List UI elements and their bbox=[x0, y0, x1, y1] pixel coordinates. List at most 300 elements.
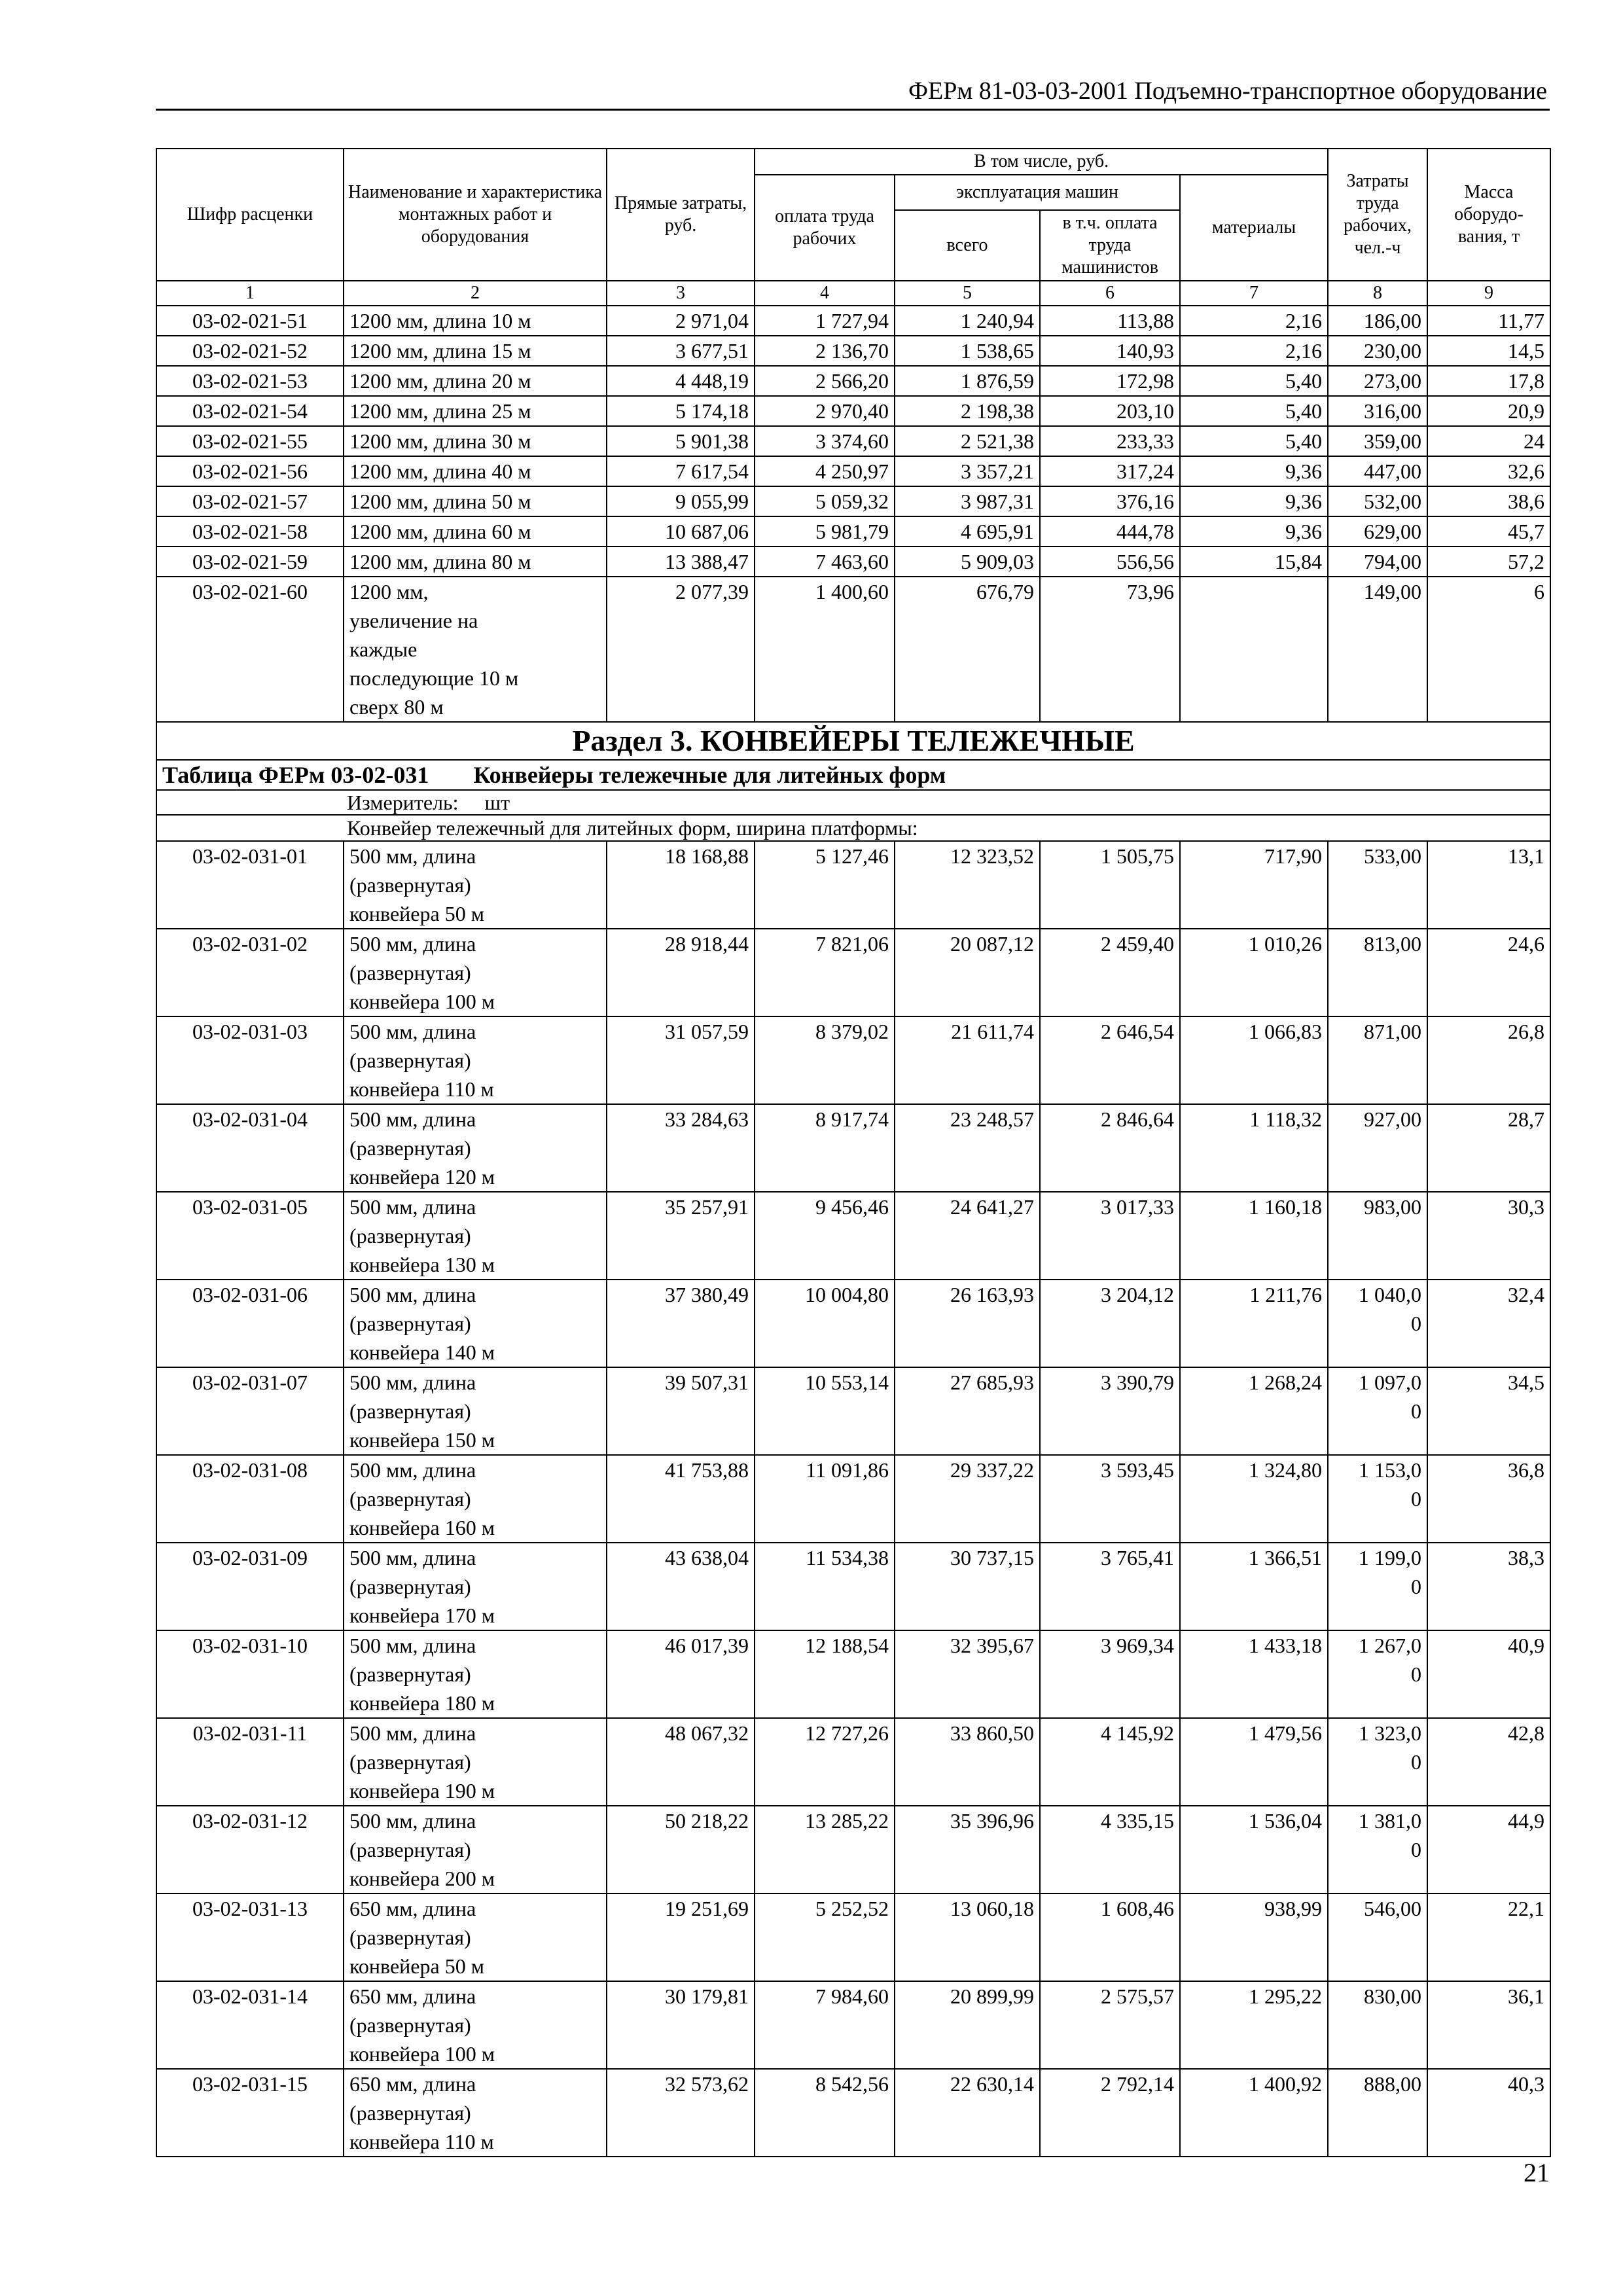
cell-direct: 50 218,22 bbox=[607, 1806, 755, 1893]
cell-name bbox=[344, 1630, 607, 1718]
cell-code: 03-02-021-57 bbox=[156, 486, 344, 516]
cell-name-line: конвейера 170 м bbox=[349, 1604, 495, 1627]
cell-name-line: 500 мм, длина bbox=[349, 1283, 476, 1306]
cell-machines: 3 357,21 bbox=[895, 456, 1040, 486]
cell-workers bbox=[1328, 1630, 1427, 1718]
cell-name-line: сверх 80 м bbox=[349, 695, 444, 719]
table-row bbox=[156, 547, 1550, 577]
table-row bbox=[156, 1367, 1550, 1455]
cell-workers: 359,00 bbox=[1328, 426, 1427, 456]
cell-direct: 33 284,63 bbox=[607, 1104, 755, 1192]
cell-mass: 32,4 bbox=[1427, 1280, 1550, 1367]
cell-mass: 26,8 bbox=[1427, 1016, 1550, 1104]
cell-name-line: конвейера 200 м bbox=[349, 1867, 495, 1890]
cell-labor: 2 566,20 bbox=[755, 366, 895, 396]
cell-name-line: конвейера 100 м bbox=[349, 2042, 495, 2066]
cell-materials: 1 066,83 bbox=[1180, 1016, 1328, 1104]
col-name-header: Наименование и характеристика монтажных работ и оборудования bbox=[344, 149, 607, 281]
cell-code: 03-02-031-06 bbox=[156, 1280, 344, 1367]
cell-name-line: 1200 мм, bbox=[349, 580, 429, 603]
col-direct-header: Прямые затраты, руб. bbox=[607, 149, 755, 281]
cell-labor: 10 004,80 bbox=[755, 1280, 895, 1367]
cell-machinists: 73,96 bbox=[1040, 577, 1180, 722]
cell-code: 03-02-021-56 bbox=[156, 456, 344, 486]
cell-machinists: 2 459,40 bbox=[1040, 929, 1180, 1016]
cell-machines: 30 737,15 bbox=[895, 1543, 1040, 1630]
cell-workers bbox=[1328, 929, 1427, 1016]
cell-name-line: каждые bbox=[349, 637, 418, 661]
cell-workers bbox=[1328, 1806, 1427, 1893]
cell-workers bbox=[1328, 1016, 1427, 1104]
table-row bbox=[156, 1630, 1550, 1718]
cell-code: 03-02-021-53 bbox=[156, 366, 344, 396]
cell-direct: 13 388,47 bbox=[607, 547, 755, 577]
cell-machinists: 3 204,12 bbox=[1040, 1280, 1180, 1367]
cell-labor: 8 917,74 bbox=[755, 1104, 895, 1192]
cell-materials: 1 324,80 bbox=[1180, 1455, 1328, 1543]
cell-name-line: (развернутая) bbox=[349, 1136, 471, 1160]
cell-name-line: 500 мм, длина bbox=[349, 1371, 476, 1394]
cell-direct: 32 573,62 bbox=[607, 2069, 755, 2157]
column-number: 6 bbox=[1040, 281, 1180, 306]
cell-machinists: 203,10 bbox=[1040, 396, 1180, 426]
table-row bbox=[156, 336, 1550, 366]
cell-direct: 9 055,99 bbox=[607, 486, 755, 516]
cell-name-line: конвейера 160 м bbox=[349, 1516, 495, 1539]
cell-direct: 4 448,19 bbox=[607, 366, 755, 396]
cell-name-line: 500 мм, длина bbox=[349, 1107, 476, 1131]
cell-name-line: (развернутая) bbox=[349, 1838, 471, 1861]
cell-machines: 676,79 bbox=[895, 577, 1040, 722]
cell-direct: 41 753,88 bbox=[607, 1455, 755, 1543]
cell-code: 03-02-031-11 bbox=[156, 1718, 344, 1806]
cell-workers: 794,00 bbox=[1328, 547, 1427, 577]
cell-machinists: 1 505,75 bbox=[1040, 841, 1180, 929]
column-number: 4 bbox=[755, 281, 895, 306]
table-row bbox=[156, 1104, 1550, 1192]
cell-name-line: (развернутая) bbox=[349, 1312, 471, 1335]
table-row bbox=[156, 486, 1550, 516]
cell-mass: 32,6 bbox=[1427, 456, 1550, 486]
cell-mass: 38,6 bbox=[1427, 486, 1550, 516]
cell-machines: 27 685,93 bbox=[895, 1367, 1040, 1455]
cell-labor: 5 059,32 bbox=[755, 486, 895, 516]
table-row bbox=[156, 1806, 1550, 1893]
cell-mass: 38,3 bbox=[1427, 1543, 1550, 1630]
cell-mass: 14,5 bbox=[1427, 336, 1550, 366]
cell-code: 03-02-021-60 bbox=[156, 577, 344, 722]
group-title: Конвейер тележечный для литейных форм, ширина платформы: bbox=[156, 815, 1550, 841]
cell-name-line: (развернутая) bbox=[349, 873, 471, 897]
column-number: 2 bbox=[344, 281, 607, 306]
cell-name bbox=[344, 1981, 607, 2069]
cell-mass: 34,5 bbox=[1427, 1367, 1550, 1455]
cell-mass: 13,1 bbox=[1427, 841, 1550, 929]
cell-mass: 20,9 bbox=[1427, 396, 1550, 426]
col-machines-total-header: всего bbox=[895, 210, 1040, 281]
cell-workers bbox=[1328, 1893, 1427, 1981]
cell-name-line: 500 мм, длина bbox=[349, 1634, 476, 1657]
cell-machinists: 140,93 bbox=[1040, 336, 1180, 366]
cell-name-line: 500 мм, длина bbox=[349, 1721, 476, 1745]
cell-name bbox=[344, 1104, 607, 1192]
cell-labor: 11 534,38 bbox=[755, 1543, 895, 1630]
cell-name: 1200 мм, длина 50 м bbox=[344, 486, 607, 516]
page-number: 21 bbox=[1524, 2158, 1550, 2187]
cell-name-line: конвейера 110 м bbox=[349, 1077, 494, 1101]
cell-name: 1200 мм, длина 20 м bbox=[344, 366, 607, 396]
cell-code: 03-02-021-51 bbox=[156, 306, 344, 336]
cell-name: 1200 мм, длина 40 м bbox=[344, 456, 607, 486]
cell-workers-line: 927,00 bbox=[1364, 1107, 1422, 1131]
cell-direct: 37 380,49 bbox=[607, 1280, 755, 1367]
cell-mass: 40,3 bbox=[1427, 2069, 1550, 2157]
table-row bbox=[156, 929, 1550, 1016]
cell-workers-line: 1 381,0 bbox=[1359, 1809, 1422, 1833]
table-code: Таблица ФЕРм 03-02-031 bbox=[162, 762, 429, 788]
cell-name bbox=[344, 1016, 607, 1104]
cell-machines: 13 060,18 bbox=[895, 1893, 1040, 1981]
cell-materials: 9,36 bbox=[1180, 516, 1328, 547]
cell-labor: 12 727,26 bbox=[755, 1718, 895, 1806]
cell-mass: 28,7 bbox=[1427, 1104, 1550, 1192]
cell-direct: 5 901,38 bbox=[607, 426, 755, 456]
cell-mass: 24,6 bbox=[1427, 929, 1550, 1016]
cell-name bbox=[344, 1367, 607, 1455]
cell-labor: 9 456,46 bbox=[755, 1192, 895, 1280]
col-machines-header: эксплуатация машин bbox=[895, 175, 1180, 210]
col-incl-header: В том числе, руб. bbox=[755, 149, 1328, 175]
cell-code: 03-02-021-58 bbox=[156, 516, 344, 547]
cell-machinists: 3 390,79 bbox=[1040, 1367, 1180, 1455]
cell-workers-line: 1 097,0 bbox=[1359, 1371, 1422, 1394]
table-title-row bbox=[156, 760, 1550, 790]
cell-mass: 44,9 bbox=[1427, 1806, 1550, 1893]
cell-name: 1200 мм, длина 30 м bbox=[344, 426, 607, 456]
cell-code: 03-02-021-52 bbox=[156, 336, 344, 366]
cell-name-line: 650 мм, длина bbox=[349, 2072, 476, 2096]
cell-workers bbox=[1328, 1718, 1427, 1806]
cell-workers bbox=[1328, 1280, 1427, 1367]
col-code-header: Шифр расценки bbox=[156, 149, 344, 281]
measure-unit: шт bbox=[484, 791, 510, 814]
cell-code: 03-02-031-15 bbox=[156, 2069, 344, 2157]
cell-direct: 19 251,69 bbox=[607, 1893, 755, 1981]
cell-name-line: (развернутая) bbox=[349, 1575, 471, 1598]
cell-direct: 2 077,39 bbox=[607, 577, 755, 722]
cell-machinists: 317,24 bbox=[1040, 456, 1180, 486]
cell-machines: 24 641,27 bbox=[895, 1192, 1040, 1280]
cell-workers-line: 0 bbox=[1411, 1750, 1422, 1774]
cell-machinists: 233,33 bbox=[1040, 426, 1180, 456]
cell-workers: 230,00 bbox=[1328, 336, 1427, 366]
cell-materials: 5,40 bbox=[1180, 396, 1328, 426]
cell-machinists: 3 017,33 bbox=[1040, 1192, 1180, 1280]
column-number: 1 bbox=[156, 281, 344, 306]
cell-machines: 26 163,93 bbox=[895, 1280, 1040, 1367]
cell-machinists: 376,16 bbox=[1040, 486, 1180, 516]
cell-machines: 22 630,14 bbox=[895, 2069, 1040, 2157]
cell-workers-line: 1 323,0 bbox=[1359, 1721, 1422, 1745]
table-row bbox=[156, 396, 1550, 426]
cell-mass: 30,3 bbox=[1427, 1192, 1550, 1280]
cell-name-line: конвейера 120 м bbox=[349, 1165, 495, 1189]
cell-materials: 1 536,04 bbox=[1180, 1806, 1328, 1893]
cell-machines: 1 240,94 bbox=[895, 306, 1040, 336]
group-row bbox=[156, 815, 1550, 841]
cell-machinists: 113,88 bbox=[1040, 306, 1180, 336]
cell-direct: 3 677,51 bbox=[607, 336, 755, 366]
table-row bbox=[156, 1718, 1550, 1806]
cell-name bbox=[344, 841, 607, 929]
cell-labor: 13 285,22 bbox=[755, 1806, 895, 1893]
cell-name: 1200 мм, длина 15 м bbox=[344, 336, 607, 366]
cell-labor: 7 821,06 bbox=[755, 929, 895, 1016]
cell-materials: 5,40 bbox=[1180, 366, 1328, 396]
cell-workers-line: 0 bbox=[1411, 1575, 1422, 1598]
table-row bbox=[156, 516, 1550, 547]
cell-machines: 29 337,22 bbox=[895, 1455, 1040, 1543]
cell-labor: 2 970,40 bbox=[755, 396, 895, 426]
cell-direct: 46 017,39 bbox=[607, 1630, 755, 1718]
cell-machines: 3 987,31 bbox=[895, 486, 1040, 516]
cell-name-line: (развернутая) bbox=[349, 1399, 471, 1423]
cell-labor: 12 188,54 bbox=[755, 1630, 895, 1718]
cell-workers-line: 1 199,0 bbox=[1359, 1546, 1422, 1570]
cell-machinists: 444,78 bbox=[1040, 516, 1180, 547]
cell-name-line: увеличение на bbox=[349, 609, 478, 632]
table-title bbox=[156, 760, 1550, 790]
cell-workers-line: 983,00 bbox=[1364, 1195, 1422, 1219]
cell-code: 03-02-021-59 bbox=[156, 547, 344, 577]
cell-direct: 18 168,88 bbox=[607, 841, 755, 929]
cell-workers bbox=[1328, 1981, 1427, 2069]
cell-machinists: 2 646,54 bbox=[1040, 1016, 1180, 1104]
cell-name-line: 500 мм, длина bbox=[349, 932, 476, 956]
cell-workers-line: 0 bbox=[1411, 1312, 1422, 1335]
cell-workers bbox=[1328, 841, 1427, 929]
cell-name-line: (развернутая) bbox=[349, 1926, 471, 1949]
cell-code: 03-02-031-08 bbox=[156, 1455, 344, 1543]
cell-workers bbox=[1328, 1104, 1427, 1192]
cell-machines: 23 248,57 bbox=[895, 1104, 1040, 1192]
cell-mass: 36,1 bbox=[1427, 1981, 1550, 2069]
cell-workers-line: 813,00 bbox=[1364, 932, 1422, 956]
table-row bbox=[156, 1893, 1550, 1981]
cell-machinists: 2 792,14 bbox=[1040, 2069, 1180, 2157]
cell-materials: 1 295,22 bbox=[1180, 1981, 1328, 2069]
cell-workers: 273,00 bbox=[1328, 366, 1427, 396]
cell-name-line: последующие 10 м bbox=[349, 666, 519, 690]
col-labor-header: оплата труда рабочих bbox=[755, 175, 895, 281]
cell-machines: 4 695,91 bbox=[895, 516, 1040, 547]
cell-materials: 2,16 bbox=[1180, 336, 1328, 366]
cell-workers-line: 533,00 bbox=[1364, 844, 1422, 868]
cell-labor: 2 136,70 bbox=[755, 336, 895, 366]
cell-code: 03-02-031-04 bbox=[156, 1104, 344, 1192]
col-machinists-header: в т.ч. оплата труда машинистов bbox=[1040, 210, 1180, 281]
cell-code: 03-02-021-55 bbox=[156, 426, 344, 456]
cell-name-line: (развернутая) bbox=[349, 1750, 471, 1774]
cell-workers bbox=[1328, 1543, 1427, 1630]
cell-mass: 11,77 bbox=[1427, 306, 1550, 336]
cell-name-line: (развернутая) bbox=[349, 2013, 471, 2037]
cell-mass: 57,2 bbox=[1427, 547, 1550, 577]
cell-name-line: конвейера 180 м bbox=[349, 1691, 495, 1715]
cell-code: 03-02-031-12 bbox=[156, 1806, 344, 1893]
cell-mass: 17,8 bbox=[1427, 366, 1550, 396]
cell-workers-line: 1 040,0 bbox=[1359, 1283, 1422, 1306]
table-row bbox=[156, 426, 1550, 456]
cell-name-line: (развернутая) bbox=[349, 1049, 471, 1072]
cell-code: 03-02-031-09 bbox=[156, 1543, 344, 1630]
cell-direct: 10 687,06 bbox=[607, 516, 755, 547]
cell-code: 03-02-031-10 bbox=[156, 1630, 344, 1718]
cell-code: 03-02-031-13 bbox=[156, 1893, 344, 1981]
cell-direct: 48 067,32 bbox=[607, 1718, 755, 1806]
cell-name bbox=[344, 929, 607, 1016]
cell-machines: 20 087,12 bbox=[895, 929, 1040, 1016]
cell-name bbox=[344, 1893, 607, 1981]
cell-mass: 6 bbox=[1427, 577, 1550, 722]
table-row bbox=[156, 1981, 1550, 2069]
cell-direct: 31 057,59 bbox=[607, 1016, 755, 1104]
cell-direct: 5 174,18 bbox=[607, 396, 755, 426]
cell-name-line: конвейера 50 м bbox=[349, 902, 484, 925]
table-row bbox=[156, 2069, 1550, 2157]
column-number: 8 bbox=[1328, 281, 1427, 306]
cell-mass: 45,7 bbox=[1427, 516, 1550, 547]
cell-machines: 1 538,65 bbox=[895, 336, 1040, 366]
cell-materials: 1 268,24 bbox=[1180, 1367, 1328, 1455]
cell-direct: 39 507,31 bbox=[607, 1367, 755, 1455]
cell-materials: 9,36 bbox=[1180, 486, 1328, 516]
cell-workers: 149,00 bbox=[1328, 577, 1427, 722]
cell-mass: 24 bbox=[1427, 426, 1550, 456]
cell-machines: 2 198,38 bbox=[895, 396, 1040, 426]
measure bbox=[156, 790, 1550, 815]
column-number: 9 bbox=[1427, 281, 1550, 306]
cell-labor: 11 091,86 bbox=[755, 1455, 895, 1543]
cell-workers: 316,00 bbox=[1328, 396, 1427, 426]
cell-labor: 4 250,97 bbox=[755, 456, 895, 486]
cell-workers-line: 0 bbox=[1411, 1487, 1422, 1511]
cell-workers bbox=[1328, 2069, 1427, 2157]
table-name: Конвейеры тележечные для литейных форм bbox=[473, 762, 946, 788]
cell-direct: 28 918,44 bbox=[607, 929, 755, 1016]
cell-name-line: конвейера 50 м bbox=[349, 1954, 484, 1978]
cell-mass: 42,8 bbox=[1427, 1718, 1550, 1806]
cell-name-line: конвейера 130 м bbox=[349, 1253, 495, 1276]
table-row bbox=[156, 366, 1550, 396]
cell-name-line: конвейера 190 м bbox=[349, 1779, 495, 1803]
cell-machines: 20 899,99 bbox=[895, 1981, 1040, 2069]
page-header bbox=[156, 73, 1550, 111]
cell-labor: 3 374,60 bbox=[755, 426, 895, 456]
cell-name-line: конвейера 110 м bbox=[349, 2130, 494, 2153]
cell-labor: 8 379,02 bbox=[755, 1016, 895, 1104]
cell-workers bbox=[1328, 1192, 1427, 1280]
cell-materials: 1 433,18 bbox=[1180, 1630, 1328, 1718]
cell-workers-line: 830,00 bbox=[1364, 1984, 1422, 2008]
cell-code: 03-02-031-07 bbox=[156, 1367, 344, 1455]
cell-machinists: 2 846,64 bbox=[1040, 1104, 1180, 1192]
cell-labor: 1 400,60 bbox=[755, 577, 895, 722]
measure-label: Измеритель: bbox=[347, 791, 459, 814]
cell-mass: 36,8 bbox=[1427, 1455, 1550, 1543]
cell-machinists: 4 335,15 bbox=[1040, 1806, 1180, 1893]
cell-name-line: (развернутая) bbox=[349, 1224, 471, 1247]
cell-code: 03-02-021-54 bbox=[156, 396, 344, 426]
cell-workers-line: 888,00 bbox=[1364, 2072, 1422, 2096]
header-title: ФЕРм 81-03-03-2001 Подъемно-транспортное оборудование bbox=[908, 77, 1547, 105]
cell-name-line: 650 мм, длина bbox=[349, 1984, 476, 2008]
cell-workers-line: 0 bbox=[1411, 1662, 1422, 1686]
cell-materials: 1 400,92 bbox=[1180, 2069, 1328, 2157]
cell-workers-line: 871,00 bbox=[1364, 1020, 1422, 1043]
cell-name-line: 500 мм, длина bbox=[349, 1809, 476, 1833]
cell-name-line: 500 мм, длина bbox=[349, 1020, 476, 1043]
cell-materials: 1 366,51 bbox=[1180, 1543, 1328, 1630]
col-workers-header: Затраты труда рабочих, чел.-ч bbox=[1328, 149, 1427, 281]
cell-workers-line: 0 bbox=[1411, 1399, 1422, 1423]
cell-materials: 717,90 bbox=[1180, 841, 1328, 929]
cell-name bbox=[344, 577, 607, 722]
cell-machinists: 172,98 bbox=[1040, 366, 1180, 396]
table-row bbox=[156, 1280, 1550, 1367]
cell-workers: 629,00 bbox=[1328, 516, 1427, 547]
cell-workers: 447,00 bbox=[1328, 456, 1427, 486]
cell-materials: 1 160,18 bbox=[1180, 1192, 1328, 1280]
cell-mass: 22,1 bbox=[1427, 1893, 1550, 1981]
cell-name-line: 650 мм, длина bbox=[349, 1897, 476, 1920]
cell-machines: 35 396,96 bbox=[895, 1806, 1040, 1893]
cell-materials: 938,99 bbox=[1180, 1893, 1328, 1981]
cell-materials: 1 010,26 bbox=[1180, 929, 1328, 1016]
cell-materials: 2,16 bbox=[1180, 306, 1328, 336]
cell-machinists: 556,56 bbox=[1040, 547, 1180, 577]
cell-labor: 5 252,52 bbox=[755, 1893, 895, 1981]
cell-machines: 32 395,67 bbox=[895, 1630, 1040, 1718]
cell-workers-line: 546,00 bbox=[1364, 1897, 1422, 1920]
cell-labor: 10 553,14 bbox=[755, 1367, 895, 1455]
cell-labor: 7 463,60 bbox=[755, 547, 895, 577]
cell-name bbox=[344, 1718, 607, 1806]
table-row bbox=[156, 1455, 1550, 1543]
measure-row bbox=[156, 790, 1550, 815]
cell-code: 03-02-031-01 bbox=[156, 841, 344, 929]
cell-name bbox=[344, 1543, 607, 1630]
cell-labor: 7 984,60 bbox=[755, 1981, 895, 2069]
column-number: 7 bbox=[1180, 281, 1328, 306]
cell-machines: 1 876,59 bbox=[895, 366, 1040, 396]
cell-materials: 1 118,32 bbox=[1180, 1104, 1328, 1192]
cell-machinists: 4 145,92 bbox=[1040, 1718, 1180, 1806]
column-number: 3 bbox=[607, 281, 755, 306]
cell-machines: 2 521,38 bbox=[895, 426, 1040, 456]
cell-workers bbox=[1328, 1455, 1427, 1543]
cell-name: 1200 мм, длина 25 м bbox=[344, 396, 607, 426]
cell-labor: 5 127,46 bbox=[755, 841, 895, 929]
cell-name bbox=[344, 1455, 607, 1543]
col-mass-header: Масса оборудо-вания, т bbox=[1427, 149, 1550, 281]
cell-materials: 15,84 bbox=[1180, 547, 1328, 577]
cell-name-line: (развернутая) bbox=[349, 1662, 471, 1686]
cell-workers-line: 1 267,0 bbox=[1359, 1634, 1422, 1657]
cell-machines: 12 323,52 bbox=[895, 841, 1040, 929]
cell-name: 1200 мм, длина 10 м bbox=[344, 306, 607, 336]
table-row bbox=[156, 1192, 1550, 1280]
